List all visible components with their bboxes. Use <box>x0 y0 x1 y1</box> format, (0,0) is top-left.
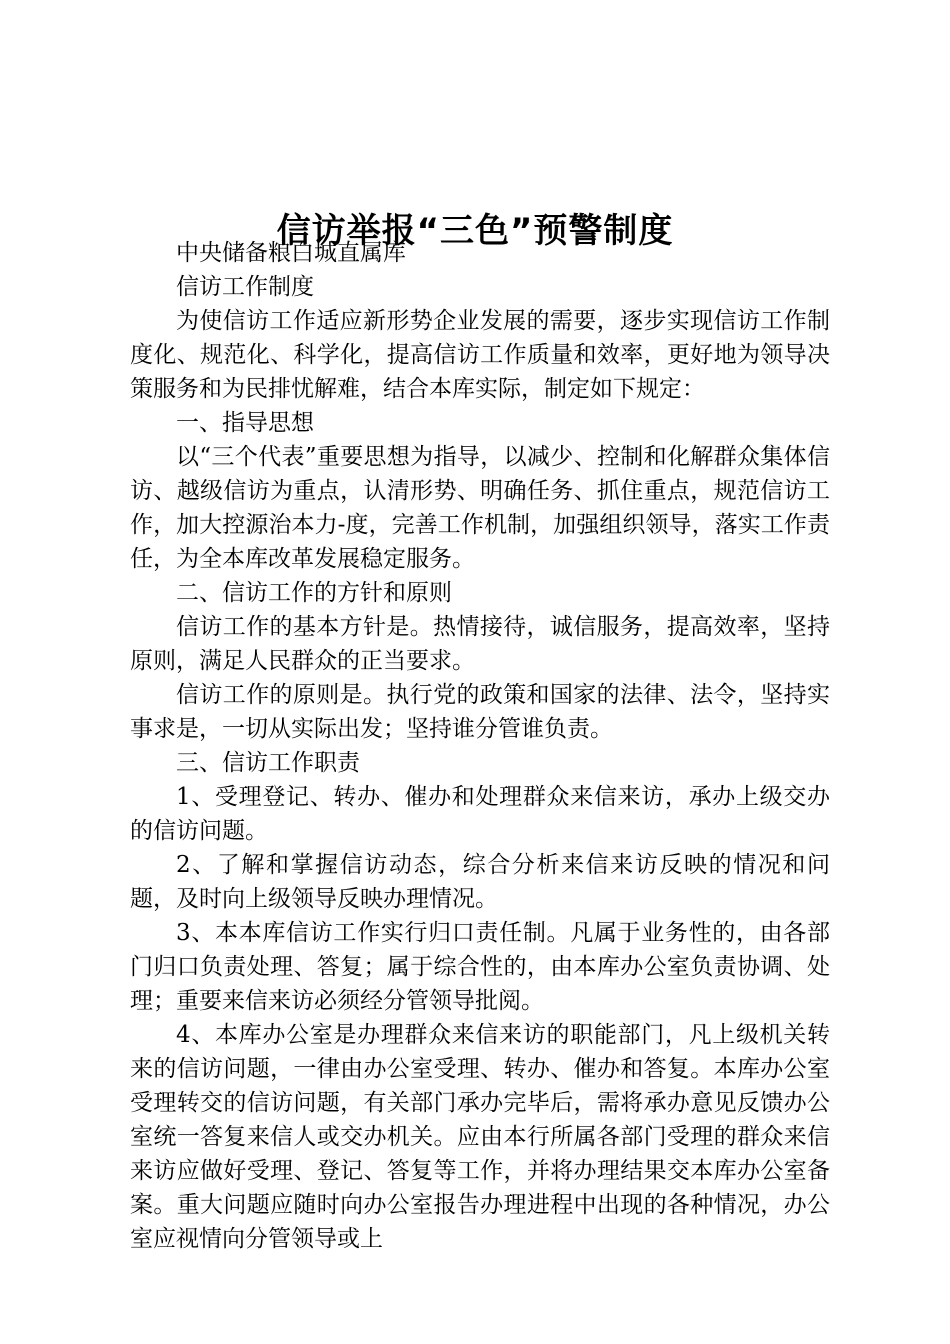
paragraph-subtitle: 信访工作制度 <box>176 274 314 300</box>
paragraph-duty-1: 1、受理登记、转办、催办和处理群众来信来访，承办上级交办的信访问题。 <box>130 784 830 844</box>
section-heading-duties: 三、信访工作职责 <box>176 750 360 776</box>
document-body <box>130 236 830 1256</box>
paragraph-organization: 中央储备粮白城直属库 <box>176 240 406 266</box>
paragraph-duty-3: 3、本本库信访工作实行归口责任制。凡属于业务性的，由各部门归口负责处理、答复；属于综合性的，由本库办公室负责协调、处理；重要来信来访必须经分管领导批阅。 <box>130 920 830 1014</box>
paragraph-principles: 信访工作的原则是。执行党的政策和国家的法律、法令，坚持实事求是，一切从实际出发；坚持谁分管谁负责。 <box>130 682 830 742</box>
section-heading-principles: 二、信访工作的方针和原则 <box>176 580 452 606</box>
paragraph-duty-4: 4、本库办公室是办理群众来信来访的职能部门，凡上级机关转来的信访问题，一律由办公室受理、转办、催办和答复。本库办公室受理转交的信访问题，有关部门承办完毕后，需将承办意见反馈办公室统一答复来信人或交办机关。应由本行所属各部门受理的群众来信来访应做好受理、登记、答复等工作，并将办理结果交本库办公室备案。重大问题应随时向办公室报告办理进程中出现的各种情况，办公室应视情向分管领导或上 <box>130 1022 830 1252</box>
paragraph-guiding-ideology: 以“三个代表”重要思想为指导，以减少、控制和化解群众集体信访、越级信访为重点，认清形势、明确任务、抓住重点，规范信访工作，加大控源治本力-度，完善工作机制，加强组织领导，落实工作责任，为全本库改革发展稳定服务。 <box>130 444 830 572</box>
section-heading-guiding-ideology: 一、指导思想 <box>176 410 314 436</box>
paragraph-basic-policy: 信访工作的基本方针是。热情接待，诚信服务，提高效率，坚持原则，满足人民群众的正当要求。 <box>130 614 830 674</box>
paragraph-intro: 为使信访工作适应新形势企业发展的需要，逐步实现信访工作制度化、规范化、科学化，提高信访工作质量和效率，更好地为领导决策服务和为民排忧解难，结合本库实际，制定如下规定： <box>130 308 830 402</box>
document-title: 信访举报“三色”预警制度 <box>276 210 674 251</box>
paragraph-duty-2: 2、了解和掌握信访动态，综合分析来信来访反映的情况和问题，及时向上级领导反映办理情况。 <box>130 852 830 912</box>
